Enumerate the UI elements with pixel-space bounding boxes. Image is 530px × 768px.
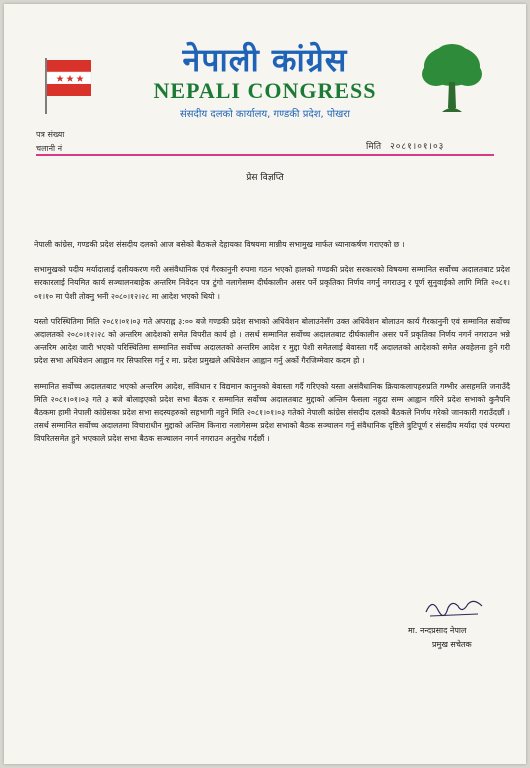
party-name-nepali: नेपाली कांग्रेस — [182, 41, 348, 79]
office-subtitle: संसदीय दलको कार्यालय, गण्डकी प्रदेश, पोखरा — [179, 109, 350, 120]
paragraph: नेपाली कांग्रेस, गण्डकी प्रदेश संसदीय दलको आज बसेको बैठकले देहायका विषयमा मान्नीय सभामुख मार्फत ध्यानाकर्षण गराएको छ । — [34, 240, 405, 249]
document-heading: प्रेस विज्ञप्ति — [246, 173, 284, 183]
paragraph: यस्तो परिस्थितिमा मिति २०८१।०१।०३ गते अपराह्न ३:०० बजे गण्डकी प्रदेश सभाको अधिवेशन बोलाउनेसँग उक्त अधिवेशन बोलाउन कार्य गैरकानुनी एवं सम्मानित सर्वोच्च अदालतको २०८०।१२।२८ को अन्तरिम आदेशको समेत विपरीत कार्य हो । तसर्थ सम्मानित सर्वोच्च अदालतबाट दीर्घकालीन असर पर्ने प्रकृतिका निर्णय नगर्न नगराउन भन्ने अन्तरिम आदेश जारी भएको परिस्थितिमा सम्मानित सर्वोच्च अदालतको अन्तरिम आदेश र मुद्दा पेशी समेतलाई बेवास्ता गर्दै अदालतको आदेशको समेत अवहेलना हुने गरी प्रदेश सभा अधिवेशन आह्वान गर सिफारिस गर्नु र मा. प्रदेश प्रमुखले अधिवेशन आह्वान गर्नु अर्को गैरजिम्मेवार कदम हो । — [34, 316, 510, 366]
dispatch-number-label: चलानी नं — [36, 144, 63, 153]
date-block — [366, 139, 444, 152]
signatory-name: मा. नन्दप्रसाद नेपाल — [408, 626, 467, 635]
signatory-block — [408, 624, 472, 652]
reference-number-label: पत्र संख्या — [36, 130, 65, 139]
tree-emblem-icon — [420, 42, 484, 116]
date-label: मिति — [366, 142, 382, 152]
paragraph: सभामुखको पदीय मर्यादालाई दलीयकरण गरी असंवैधानिक एवं गैरकानुनी रुपमा गठन भएको हालको गण्डकी प्रदेश सरकारको विषयमा सम्मानित सर्वोच्च अदालतबाट प्रदेश सरकारलाई नियमित कार्य सञ्चालनबाहेक अन्तरिम निवेदन पत्र टुंगो नलागेसम्म दीर्घकालीन असर पर्ने प्रकृतिका निर्णय नगर्नु नगराउनु र पूर्ण सुनुवाईको लागि मिति २०८१।०१।१० मा पेशी तोक्नु भनी २०८०।१२।२८ मा आदेश भएको थियो । — [34, 265, 510, 301]
signature-image — [422, 594, 492, 620]
party-name-english: NEPALI CONGRESS — [153, 78, 377, 103]
letter-body — [34, 238, 510, 458]
letter-page — [4, 4, 526, 764]
date-value: २०८१।०१।०३ — [390, 142, 445, 152]
reference-block — [36, 128, 64, 156]
header-divider — [36, 154, 494, 156]
paragraph: सम्मानित सर्वोच्च अदालतबाट भएको अन्तरिम आदेश, संविधान र विद्यमान कानुनको बेवास्ता गर्दै गरिएको यस्ता असंवैधानिक क्रियाकलापहरुप्रति गम्भीर असहमति जनाउँदै मिति २०८१।०१।०३ गते ३ बजे बोलाइएको प्रदेश सभा बैठक र सम्मानित सर्वोच्च अदालतबाट मुद्दाको अन्तिम फैसला नहुदा सम्म आह्वान गरिने प्रदेश सभाको कुनैपनि बैठकमा हामी नेपाली कांग्रेसका प्रदेश सभा सदस्यहरुको सहभागी नहुने मिति २०८१।०१।०३ गतेको नेपाली कांग्रेस संसदीय दलको बैठकले निर्णय गरेको जानकारी गराउँदछौं । तसर्थ सम्मानित सर्वोच्च अदालतमा विचाराधीन मुद्दाको अन्तिम किनारा नलागेसम्म प्रदेश सभाको बैठक सञ्चालन गर्नु संवैधानिक दृष्टिले त्रुटिपूर्ण र संसदीय मर्यादा एवं परम्परा विपरितसमेत हुने भएकाले प्रदेश सभा बैठक सञ्चालन नगर्न नगराउन अनुरोध गर्दछौं । — [34, 381, 510, 444]
signatory-role: प्रमुख सचेतक — [432, 640, 472, 649]
